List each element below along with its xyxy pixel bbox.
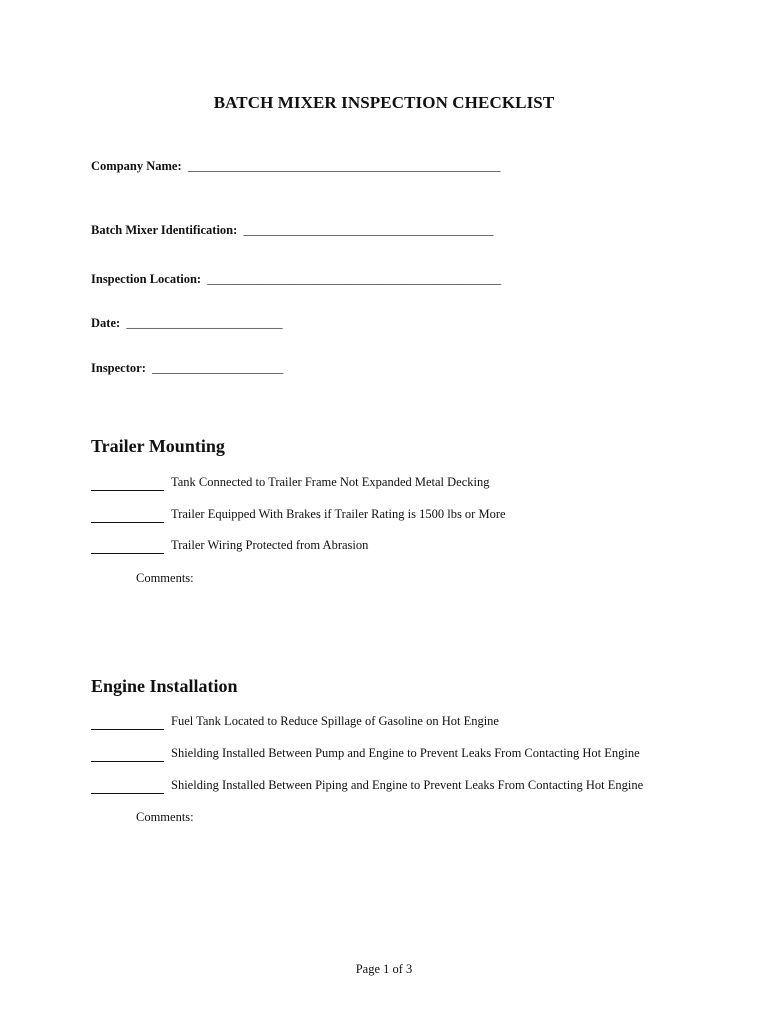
inspector-label: Inspector: <box>91 361 146 375</box>
checklist-item-label: Shielding Installed Between Pump and Engine to Prevent Leaks From Contacting Hot Engine <box>171 746 640 760</box>
company-name-label: Company Name: <box>91 159 182 173</box>
inspection-location-label: Inspection Location: <box>91 272 202 286</box>
inspector-field[interactable] <box>91 361 283 376</box>
checklist-item-label: Trailer Wiring Protected from Abrasion <box>171 538 369 552</box>
batch-mixer-id-label: Batch Mixer Identification: <box>91 223 238 237</box>
page-number: Page 1 of 3 <box>355 962 413 976</box>
section-heading-trailer-mounting: Trailer Mounting <box>91 436 225 456</box>
checklist-item-label: Fuel Tank Located to Reduce Spillage of Gasoline on Hot Engine <box>171 714 499 728</box>
batch-mixer-id-field[interactable] <box>91 223 494 238</box>
checklist-item-label: Tank Connected to Trailer Frame Not Expanded Metal Decking <box>171 475 490 489</box>
inspection-location-blank[interactable]: _______________________________________________ <box>207 272 502 286</box>
date-blank[interactable]: _________________________ <box>126 316 283 330</box>
checklist-item-label: Trailer Equipped With Brakes if Trailer Rating is 1500 lbs or More <box>171 507 506 521</box>
inspection-location-field[interactable] <box>91 272 501 287</box>
check-blank[interactable] <box>91 490 164 491</box>
check-blank[interactable] <box>91 761 164 762</box>
comments-label-trailer: Comments: <box>136 571 194 585</box>
checklist-item-label: Shielding Installed Between Piping and Engine to Prevent Leaks From Contacting Hot Engine <box>171 778 644 792</box>
comments-label-engine: Comments: <box>136 810 194 824</box>
batch-mixer-id-blank[interactable]: ________________________________________ <box>243 223 494 237</box>
section-heading-engine-installation: Engine Installation <box>91 676 238 696</box>
check-blank[interactable] <box>91 553 164 554</box>
check-blank[interactable] <box>91 522 164 523</box>
inspector-blank[interactable]: _____________________ <box>152 361 284 375</box>
date-field[interactable] <box>91 316 283 331</box>
check-blank[interactable] <box>91 729 164 730</box>
document-title: BATCH MIXER INSPECTION CHECKLIST <box>213 93 555 112</box>
check-blank[interactable] <box>91 793 164 794</box>
company-name-field[interactable] <box>91 159 500 174</box>
company-name-blank[interactable]: __________________________________________________ <box>187 159 501 173</box>
date-label: Date: <box>91 316 121 330</box>
